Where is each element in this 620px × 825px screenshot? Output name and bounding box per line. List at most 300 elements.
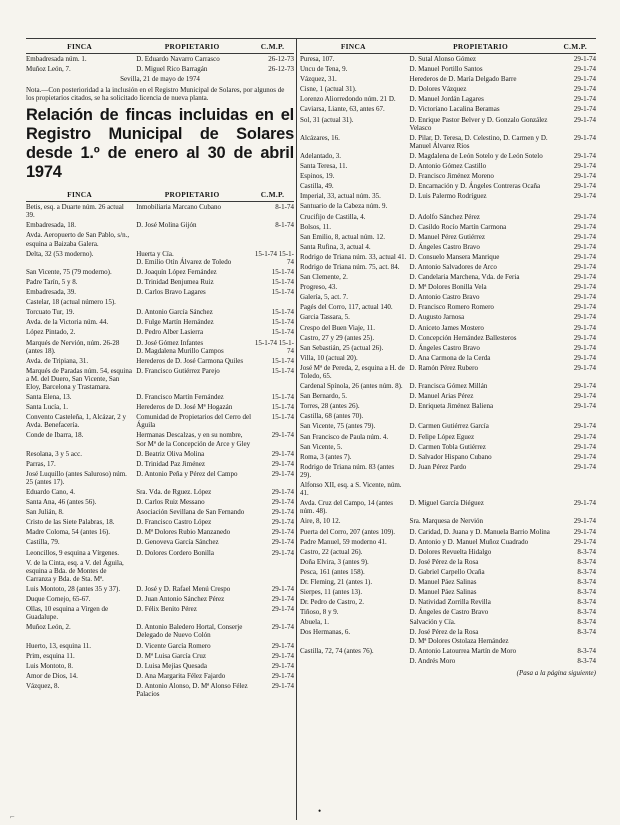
cell-propietario: D. Luisa Mejías Quesada (136, 661, 207, 670)
cell-cmp: 29-1-74 (573, 382, 596, 391)
table-row (26, 672, 294, 680)
cell-cmp: 29-1-74 (573, 323, 596, 332)
cell-finca: Luis Montoto, 8. (26, 661, 74, 670)
cell-cmp: 29-1-74 (573, 432, 596, 441)
table-row (300, 85, 596, 93)
left-rows (26, 203, 294, 698)
table-row (300, 105, 596, 113)
cell-propietario: D. Pedro Alber Lasierra (136, 328, 204, 337)
note: Nota.—Con posterioridad a la inclusión en el Registro Municipal de Solares, por algunos de los propietarios citados, se ha solicitado licencia de nueva planta. (26, 86, 285, 103)
top-rule (26, 38, 596, 39)
cell-cmp (251, 559, 294, 583)
cell-finca: Luis Montoto, 28 (antes 35 y 37). (26, 584, 121, 593)
table-row (26, 221, 294, 229)
cell-propietario: D. Concepción Hernández Ballesteros (409, 333, 517, 342)
table-row (300, 243, 596, 251)
cell-propietario: D. Manuel Páez Salinas (409, 577, 477, 586)
cell-propietario: D. Aniceto James Mostero (409, 323, 484, 332)
table-row (26, 682, 294, 698)
cell-cmp: 29-1-74 (271, 469, 294, 478)
header-propietario: PROPIETARIO (164, 190, 220, 200)
cell-cmp: 29-1-74 (271, 641, 294, 650)
cell-finca: Santa Elena, 13. (26, 393, 72, 402)
cell-propietario (133, 298, 251, 306)
table-row (300, 392, 596, 400)
header-cmp: C.M.P. (260, 190, 285, 200)
right-rows (300, 55, 596, 665)
left-column (26, 40, 294, 698)
cell-propietario: D. Antonio Gómez Castillo (409, 162, 487, 171)
cell-finca: Imperial, 33, actual núm. 35. (300, 192, 381, 201)
table-row (26, 538, 294, 546)
cell-propietario: Herederos de D. María Delgado Barre (409, 75, 517, 84)
table-row (300, 172, 596, 180)
cell-cmp: 29-1-74 (573, 293, 596, 302)
cell-propietario: Inmobiliaria Marcano Cubano (136, 203, 221, 212)
table-row (300, 433, 596, 441)
cell-finca: Crucifijo de Castilla, 4. (300, 212, 366, 221)
table-row (300, 334, 596, 342)
cell-cmp: 29-1-74 (573, 133, 596, 142)
table-row (26, 55, 294, 63)
cell-cmp: 29-1-74 (573, 343, 596, 352)
cell-propietario: Comunidad de Propietarios del Cerro del Águila (136, 413, 252, 430)
left-top-rows (26, 55, 294, 73)
cell-cmp: 29-1-74 (573, 115, 596, 124)
cell-cmp: 29-1-74 (573, 262, 596, 271)
table-row (26, 367, 294, 391)
cell-propietario: D. Francisco Gutiérrez Parejo (136, 366, 220, 375)
table-row (300, 657, 596, 665)
cell-finca: Cardenal Spínola, 26 (antes núm. 8). (300, 382, 403, 391)
cell-propietario: D. Andrés Moro (409, 656, 456, 665)
cell-finca: Madre Coloma, 54 (antes 16). (26, 528, 110, 537)
cell-finca: Progreso, 43. (300, 283, 338, 292)
cell-finca: Santa Ana, 46 (antes 56). (26, 498, 97, 507)
cell-cmp: 29-1-74 (271, 623, 294, 632)
cell-propietario: Asociación Sevillana de San Fernando (136, 508, 245, 517)
section-title: Relación de fincas incluidas en el Registro Municipal de Solares desde 1.º de enero al 30 de abril 1974 (26, 106, 294, 182)
cell-propietario: D. Joaquín López Fernández (136, 267, 217, 276)
table-row (300, 422, 596, 430)
cell-finca: Espinos, 19. (300, 172, 335, 181)
cell-propietario: D. Casildo Rocío Martín Carmona (409, 222, 507, 231)
table-row (26, 203, 294, 219)
cell-cmp: 29-1-74 (573, 242, 596, 251)
cell-propietario: D. Francisco Romero Romero (409, 303, 494, 312)
table-row (300, 213, 596, 221)
cell-propietario: D. José Molina Gijón (136, 221, 197, 230)
cell-propietario: D. Carlos Ruiz Messano (136, 498, 205, 507)
cell-cmp: 29-1-74 (573, 333, 596, 342)
cell-finca: Delta, 32 (53 moderno). (26, 249, 94, 258)
cell-propietario: Huerta y Cía. D. Emilio Otín Álvarez de Toledo (136, 249, 232, 266)
table-row (300, 152, 596, 160)
table-row (26, 328, 294, 336)
table-row (26, 605, 294, 621)
right-header (300, 40, 596, 54)
cell-finca: José Mª de Pereda, 2, esquina a H. de Toledo, 65. (300, 363, 405, 380)
header-finca: FINCA (340, 42, 366, 51)
cell-cmp: 29-1-74 (573, 212, 596, 221)
cell-cmp: 29-1-74 (573, 151, 596, 160)
cell-finca: San Bernardo, 5. (300, 392, 348, 401)
cell-cmp: 29-1-74 (271, 431, 294, 440)
cell-cmp: 8-3-74 (577, 598, 596, 607)
cell-cmp: 29-1-74 (573, 105, 596, 114)
table-row (300, 558, 596, 566)
table-row (300, 578, 596, 586)
cell-propietario: D. Natividad Zorrilla Revilla (409, 598, 491, 607)
cell-finca: Rodrigo de Triana núm. 33, actual 41. (300, 252, 407, 261)
table-row (300, 548, 596, 556)
table-row (300, 499, 596, 515)
table-row (300, 443, 596, 451)
cell-cmp: 29-1-74 (573, 232, 596, 241)
cell-finca: Embadresada, 18. (26, 221, 76, 230)
cell-finca: Uncu de Tena, 9. (300, 65, 348, 74)
cell-propietario: Herederos de D. José Mª Hogazán (136, 403, 233, 412)
table-row (300, 192, 596, 200)
cell-propietario: D. Fulge Martín Hernández (136, 318, 214, 327)
table-row (300, 116, 596, 132)
cell-cmp: 8-3-74 (577, 588, 596, 597)
cell-finca: Rodrigo de Triana núm. 83 (antes 29). (300, 462, 395, 479)
cell-finca: Pesca, 161 (antes 158). (300, 567, 365, 576)
cell-cmp: 8-3-74 (577, 618, 596, 627)
continue-note: (Pasa a la página siguiente) (516, 668, 596, 677)
header-cmp: C.M.P. (563, 42, 588, 51)
cell-finca: Avda. Cruz del Campo, 14 (antes núm. 48). (300, 499, 393, 516)
cell-propietario: Salvación y Cía. (409, 618, 456, 627)
cell-propietario: D. Adolfo Sánchez Pérez (409, 212, 480, 221)
table-row (300, 481, 596, 497)
cell-cmp: 26-12-73 (268, 65, 294, 74)
cell-propietario: D. Antonio Castro Bravo (409, 293, 480, 302)
cell-finca: Amor de Dios, 14. (26, 671, 78, 680)
cell-propietario: D. Dolores Vázquez (409, 85, 467, 94)
cell-cmp: 15-1-74 (271, 267, 294, 276)
cell-propietario: D. Dolores Cordero Bonilla (136, 548, 214, 557)
cell-cmp: 8-3-74 (577, 656, 596, 665)
cell-cmp: 15-1-74 15-1-74 (254, 249, 294, 266)
cell-propietario: D. Antonio García Sánchez (136, 308, 213, 317)
table-row (26, 393, 294, 401)
cell-finca: San Vicente, 75 (antes 79). (300, 422, 376, 431)
cell-finca: Caviarsa, Liante, 63, antes 67. (300, 105, 385, 114)
cell-finca: Sol, 31 (actual 31). (300, 115, 354, 124)
header-finca: FINCA (67, 42, 93, 51)
cell-cmp: 29-1-74 (573, 192, 596, 201)
cell-finca: Avda. de la Victoria núm. 44. (26, 318, 109, 327)
cell-cmp (251, 231, 294, 247)
table-row (26, 65, 294, 73)
cell-propietario: D. Consuelo Mansera Manrique (409, 252, 500, 261)
cell-cmp: 29-1-74 (271, 459, 294, 468)
table-row (300, 453, 596, 461)
cell-cmp: 29-1-74 (573, 95, 596, 104)
cell-finca: Castelar, 18 (actual número 15). (26, 298, 116, 307)
table-row (26, 288, 294, 296)
cell-propietario (133, 231, 251, 247)
cell-propietario: D. Manuel Jordán Lagares (409, 95, 484, 104)
cell-propietario: D. Trinidad Paz Jiménez (136, 459, 206, 468)
cell-finca: San Vicente, 5. (300, 442, 343, 451)
table-row (300, 528, 596, 536)
cell-finca: Santa Teresa, 11. (300, 162, 348, 171)
header-propietario: PROPIETARIO (164, 42, 220, 51)
cell-finca: Vázquez, 31. (300, 75, 337, 84)
cell-finca: Lorenzo Aliorredondo núm. 21 D. (300, 95, 396, 104)
table-row (300, 283, 596, 291)
table-row (26, 268, 294, 276)
cell-cmp: 29-1-74 (271, 498, 294, 507)
cell-finca: Padre Tarín, 5 y 8. (26, 277, 78, 286)
cell-finca (300, 657, 407, 665)
cell-propietario: D. Francisco Jiménez Moreno (409, 172, 494, 181)
cell-cmp: 29-1-74 (573, 85, 596, 94)
cell-propietario: D. Ana Carmona de la Cerda (409, 353, 491, 362)
cell-propietario: D. Victoriano Lacalina Beramas (409, 105, 500, 114)
cell-cmp (251, 298, 294, 306)
left-header (26, 188, 294, 202)
cell-cmp: 8-1-74 (275, 221, 294, 230)
table-row (26, 559, 294, 583)
cell-propietario: D. Carmen Tobla Gutiérrez (409, 442, 486, 451)
cell-propietario: D. Magdalena de León Sotelo y de León Sotelo (409, 151, 543, 160)
cell-finca: Pagés del Corro, 117, actual 140. (300, 303, 393, 312)
table-row (26, 508, 294, 516)
cell-propietario: D. Antonio Alonso, D. Mª Alonso Félez Palacios (136, 681, 248, 698)
table-row (26, 549, 294, 557)
table-row (300, 75, 596, 83)
table-row (300, 263, 596, 271)
cell-cmp: 29-1-74 (271, 651, 294, 660)
cell-cmp: 29-1-74 (271, 508, 294, 517)
cell-propietario: D. Manuel Pérez Gutiérrez (409, 232, 485, 241)
left-top-header (26, 40, 294, 54)
cell-propietario (133, 559, 251, 583)
cell-propietario: D. Mª Luisa García Cruz (136, 651, 206, 660)
table-row (300, 517, 596, 525)
table-row (26, 403, 294, 411)
header-cmp: C.M.P. (260, 42, 285, 51)
table-row (300, 588, 596, 596)
cell-propietario: D. Ana Margarita Félez Fajardo (136, 671, 226, 680)
table-row (300, 463, 596, 479)
cell-finca: Castilla, 68 (antes 70). (300, 412, 364, 421)
cell-cmp: 29-1-74 (271, 488, 294, 496)
cell-finca: Muñoz León, 2. (26, 623, 71, 632)
cell-finca: Huerto, 13, esquina 11. (26, 641, 92, 650)
cell-finca: Vázquez, 8. (26, 681, 60, 690)
table-row (300, 293, 596, 301)
table-row (300, 618, 596, 626)
cell-cmp: 29-1-74 (271, 595, 294, 604)
table-row (26, 528, 294, 536)
table-row (26, 595, 294, 603)
cell-propietario: D. Ángeles Castro Bravo (409, 343, 480, 352)
table-row (26, 250, 294, 266)
cell-propietario: D. José Pérez de la Rosa (409, 557, 479, 566)
cell-cmp: 29-1-74 (573, 303, 596, 312)
cell-propietario (407, 202, 555, 210)
column-divider (296, 38, 297, 820)
cell-cmp: 29-1-74 (271, 449, 294, 458)
cell-finca: Garcia Tassara, 5. (300, 313, 350, 322)
cell-cmp: 8-3-74 (577, 577, 596, 586)
cell-propietario: Sra. Vda. de Rguez. López (136, 488, 212, 496)
cell-cmp: 29-1-74 (573, 283, 596, 292)
table-row (300, 538, 596, 546)
table-row (300, 134, 596, 150)
cell-finca: Castro, 22 (actual 26). (300, 547, 363, 556)
cell-finca: Embadresada, 39. (26, 288, 76, 297)
table-row (26, 339, 294, 355)
table-row (26, 488, 294, 496)
cell-propietario: D. Candelaria Marchena, Vda. de Feria (409, 273, 520, 282)
table-row (300, 182, 596, 190)
cell-propietario: D. Manuel Páez Salinas (409, 588, 477, 597)
table-row (300, 412, 596, 420)
cell-finca: Marqués de Paradas núm. 54, esquina a M. del Duero, San Vicente, San Eloy, Barcelona y Trastamara. (26, 366, 132, 391)
table-row (300, 313, 596, 321)
table-row (26, 460, 294, 468)
table-row (300, 354, 596, 362)
table-row (26, 470, 294, 486)
cell-cmp: 15-1-74 (271, 366, 294, 375)
cell-finca: San Julián, 8. (26, 508, 64, 517)
table-row (300, 253, 596, 261)
cell-propietario: D. Mª Dolores Bonilla Vela (409, 283, 487, 292)
cell-finca: Prim, esquina 11. (26, 651, 75, 660)
cell-cmp: 29-1-74 (271, 661, 294, 670)
cell-finca: Avda. Aeropuerto de San Pablo, s/n., esquina a Baizaba Galera. (26, 231, 130, 248)
table-row (300, 324, 596, 332)
cell-finca: Leoncillos, 9 esquina a Vírgenes. (26, 548, 120, 557)
cell-cmp: 15-1-74 (271, 308, 294, 317)
cell-finca: Abuela, 1. (300, 618, 329, 627)
cell-finca: Santa Lucía, 1. (26, 403, 68, 412)
cell-finca: Castilla, 79. (26, 538, 60, 547)
table-row (300, 233, 596, 241)
table-row (26, 498, 294, 506)
cell-finca: Castilla, 49. (300, 182, 334, 191)
cell-finca: Avda. de Tripiana, 31. (26, 356, 89, 365)
cell-cmp: 29-1-74 (573, 499, 596, 508)
cell-finca: Rodrigo de Triana núm. 75, act. 84. (300, 262, 400, 271)
cell-propietario (407, 481, 555, 497)
cell-cmp: 29-1-74 (573, 162, 596, 171)
table-row (26, 518, 294, 526)
cell-cmp: 29-1-74 (573, 442, 596, 451)
cell-cmp: 8-3-74 (577, 557, 596, 566)
cell-cmp: 29-1-74 (573, 75, 596, 84)
cell-propietario: D. Juan Antonio Sánchez Pérez (136, 595, 225, 604)
table-row (26, 642, 294, 650)
cell-cmp: 29-1-74 (573, 65, 596, 74)
cell-propietario: D. Vicente García Romero (136, 641, 211, 650)
cell-propietario: D. Antonio Latourrea Martín de Moro (409, 646, 517, 655)
cell-finca: Castro, 27 y 29 (antes 25). (300, 333, 375, 342)
cell-propietario: D. Pilar, D. Teresa, D. Celestino, D. Carmen y D. Manuel Álvarez Ríos (409, 133, 548, 150)
cell-propietario: Herederos de D. José Carmona Quiles (136, 356, 244, 365)
cell-cmp (555, 202, 596, 210)
cell-finca: Torres, 28 (antes 26). (300, 402, 360, 411)
cell-propietario: D. Antonio Peña y Pérez del Campo (136, 469, 238, 478)
cell-finca: San Vicente, 75 (79 moderno). (26, 267, 112, 276)
cell-cmp: 8-3-74 (577, 567, 596, 576)
cell-propietario: D. Miguel García Diéguez (409, 499, 484, 508)
cell-finca: Puerta del Corro, 207 (antes 109). (300, 527, 396, 536)
cell-cmp: 15-1-74 (271, 356, 294, 365)
page-mark-icon: • (318, 806, 322, 816)
cell-propietario: D. Francisca Gómez Millán (409, 382, 488, 391)
cell-propietario: D. Carlos Bravo Lagares (136, 288, 206, 297)
cell-propietario: D. Salvador Hispano Cubano (409, 452, 492, 461)
cell-propietario: D. Dolores Revuelta Hidalgo (409, 547, 492, 556)
table-row (300, 344, 596, 352)
cell-finca: Padre Manuel, 59 moderno 41. (300, 537, 387, 546)
cell-propietario: D. Enriqueta Jiménez Baliena (409, 402, 494, 411)
table-row (26, 450, 294, 458)
cell-finca: José Luquillo (antes Saluroso) núm. 25 (antes 17). (26, 469, 127, 486)
cell-finca: Roma, 3 (antes 7). (300, 452, 352, 461)
table-row (300, 364, 596, 380)
cell-cmp: 8-1-74 (275, 203, 294, 212)
cell-cmp: 29-1-74 (271, 528, 294, 537)
cell-propietario: D. Antonio Baledero Hortal, Conserje Delegado de Nuevo Colón (136, 623, 243, 640)
table-row (300, 568, 596, 576)
table-row (26, 357, 294, 365)
cell-finca: San Francisco de Paula núm. 4. (300, 432, 389, 441)
table-row (300, 95, 596, 103)
cell-cmp: 29-1-74 (573, 363, 596, 372)
cell-cmp: 29-1-74 (573, 452, 596, 461)
cell-finca: Torcuato Tur, 19. (26, 308, 75, 317)
cell-cmp: 15-1-74 (271, 318, 294, 327)
cell-finca: V. de la Cinta, esq. a V. del Águila, esquina a Bda. de Montes de Carranza y Bda. de Sta. Mª. (26, 558, 124, 583)
cell-cmp: 29-1-74 (573, 527, 596, 536)
table-row (300, 223, 596, 231)
cell-cmp: 29-1-74 (271, 671, 294, 680)
cell-propietario: D. Enrique Pastor Belver y D. Gonzalo González Velasco (409, 115, 548, 132)
cell-finca: Galería, 5, act. 7. (300, 293, 349, 302)
cell-finca: Villa, 10 (actual 20). (300, 353, 358, 362)
table-row (26, 431, 294, 447)
cell-cmp: 29-1-74 (573, 353, 596, 362)
cell-cmp: 8-3-74 (577, 646, 596, 655)
cell-propietario: D. Francisco Martín Fernández (136, 393, 224, 402)
table-row (26, 585, 294, 593)
table-row (300, 608, 596, 616)
cell-cmp: 29-1-74 (271, 518, 294, 527)
date-line: Sevilla, 21 de mayo de 1974 (120, 75, 200, 84)
table-row (300, 202, 596, 210)
cell-finca: Crespo del Buen Viaje, 11. (300, 323, 376, 332)
cell-finca: Adelantado, 3. (300, 151, 342, 160)
cell-finca: Alcázares, 16. (300, 133, 340, 142)
cell-cmp: 15-1-74 (271, 328, 294, 337)
cell-cmp: 29-1-74 (573, 172, 596, 181)
corner-mark-icon: ⌐ (10, 812, 15, 821)
cell-cmp: 26-12-73 (268, 55, 294, 63)
cell-propietario: D. José Gómez Infantes D. Magdalena Murillo Campos (136, 338, 224, 355)
table-row (300, 303, 596, 311)
table-row (300, 382, 596, 390)
table-row (26, 652, 294, 660)
cell-propietario: D. Eduardo Navarro Carrasco (136, 55, 220, 63)
